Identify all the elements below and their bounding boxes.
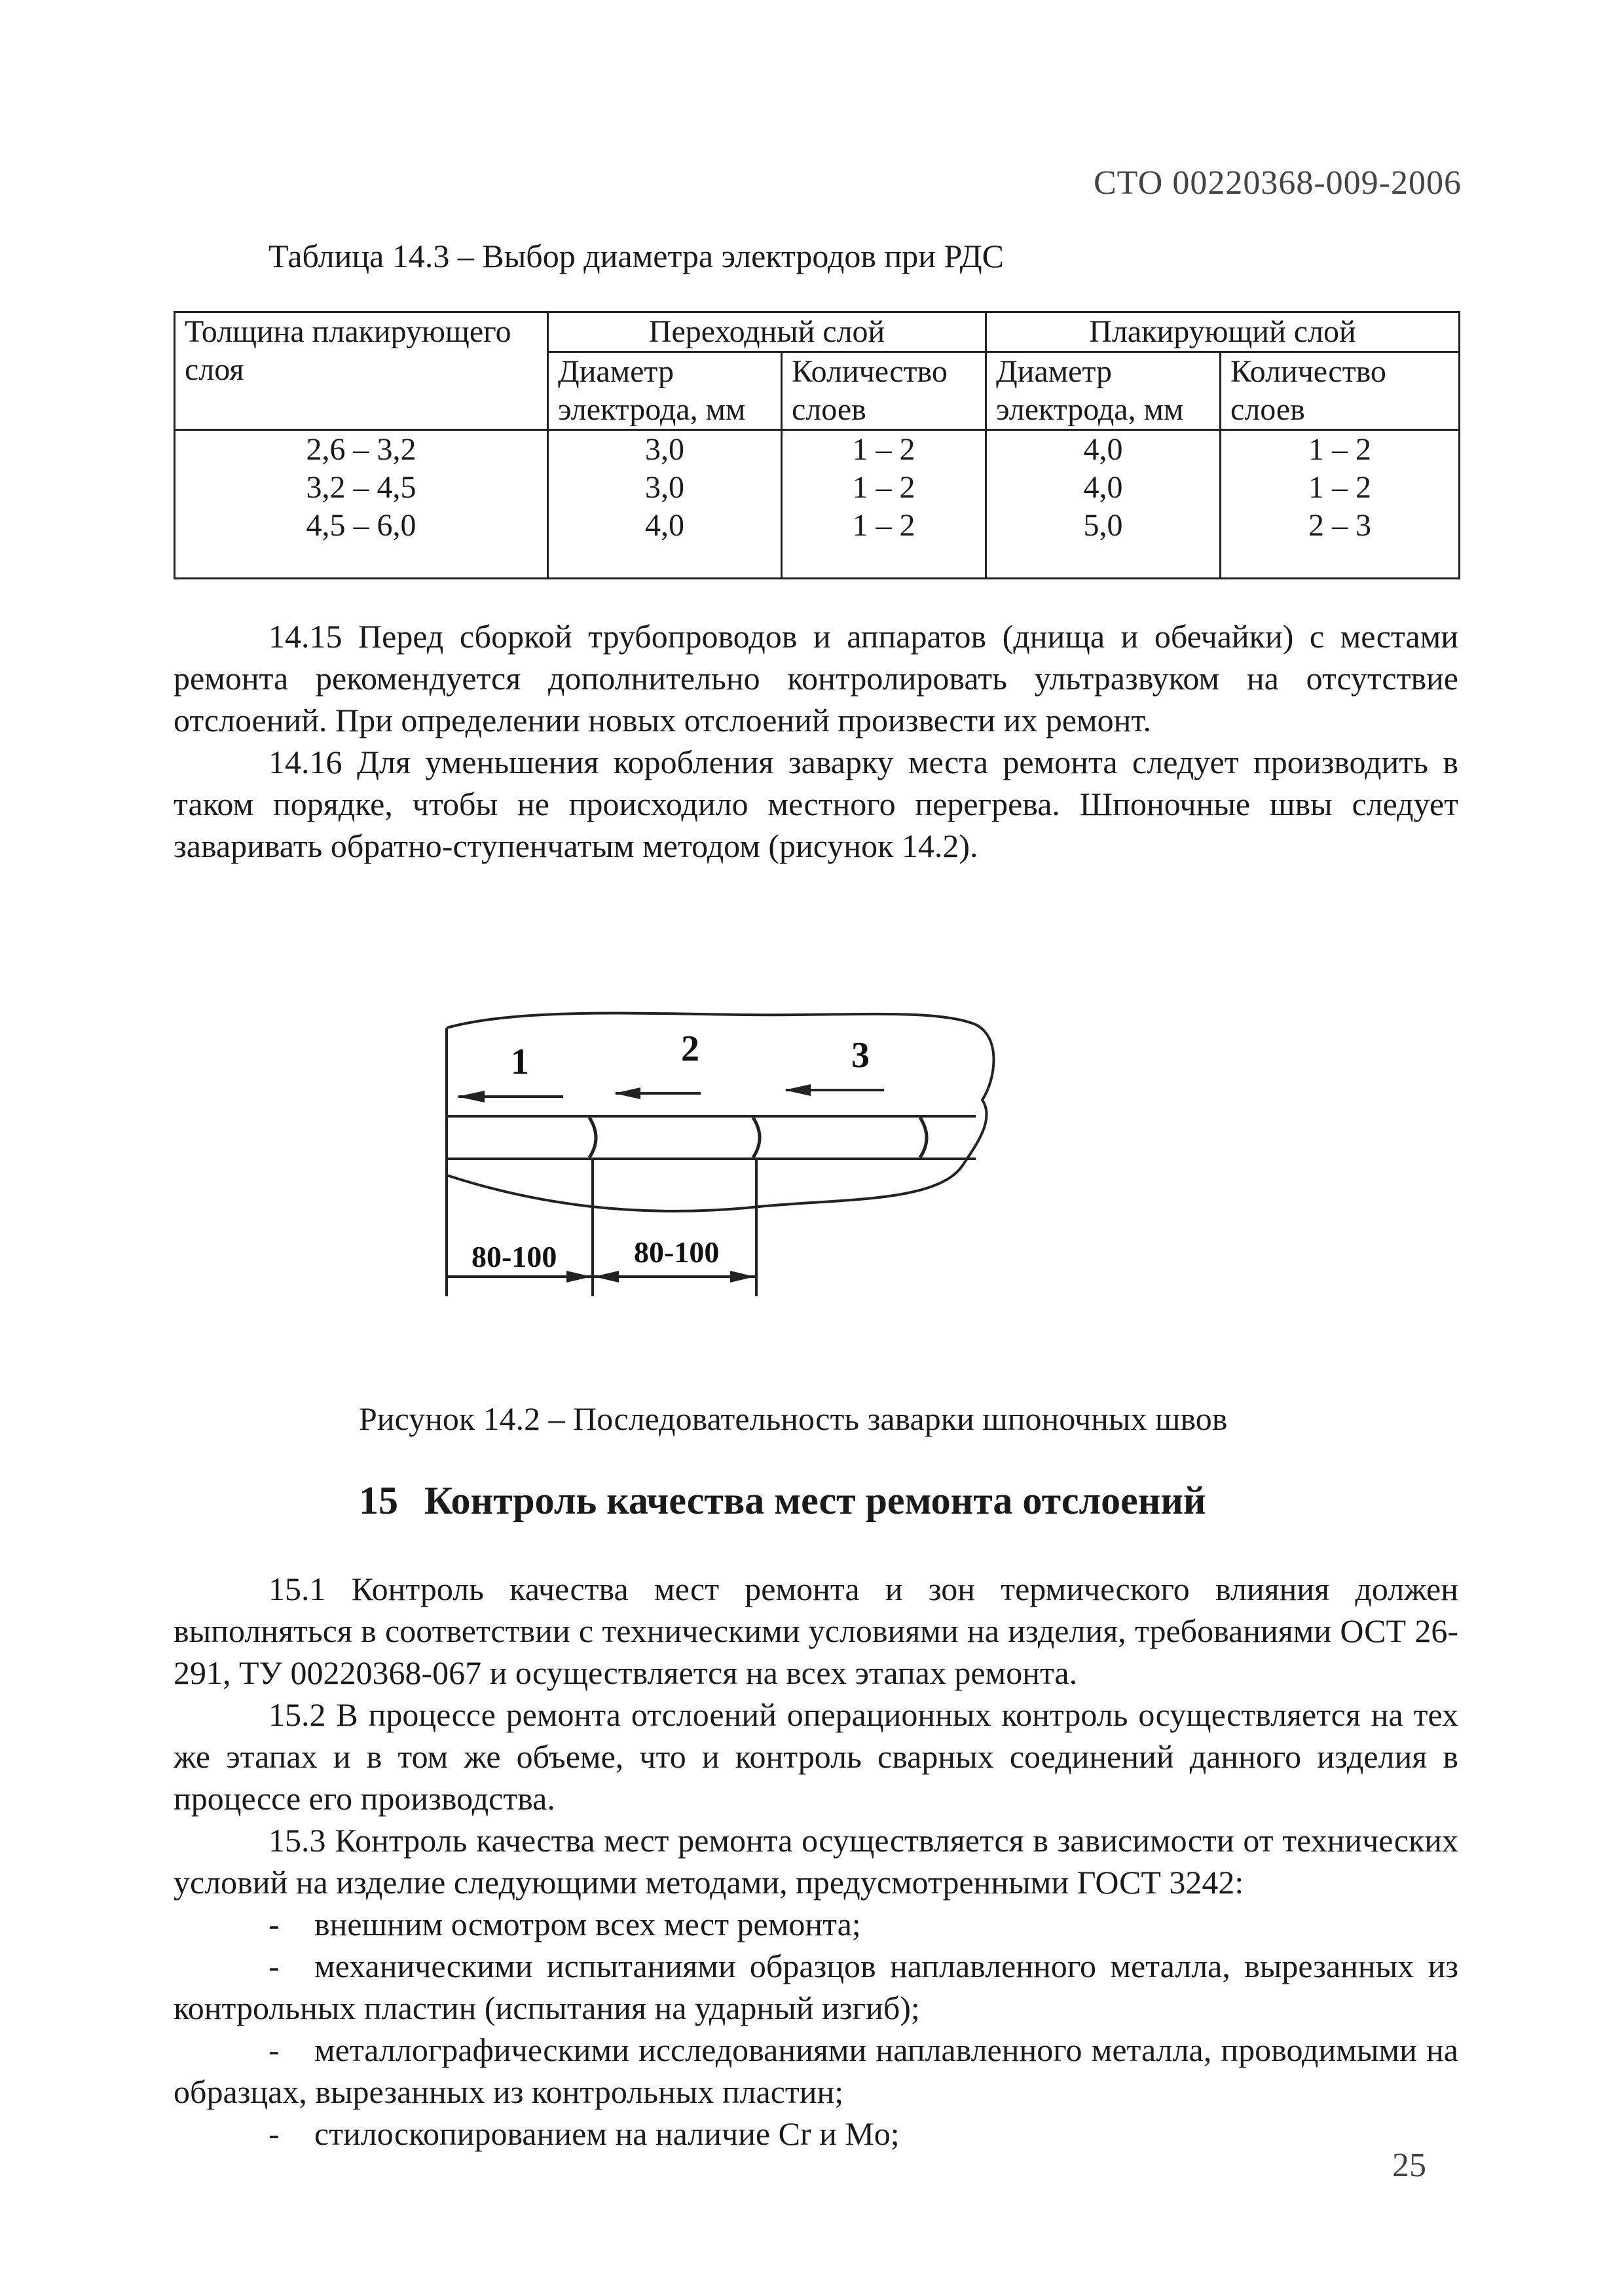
cell-transition-diameter: 3,0 [645, 470, 684, 505]
cell-cladding-layers: 1 – 2 [1308, 470, 1372, 505]
cell-transition-layers: 1 – 2 [852, 470, 915, 505]
header-cladding-diameter: Диаметр электрода, мм [986, 352, 1221, 430]
document-code: СТО 00220368-009-2006 [1094, 164, 1462, 202]
seam-label-1: 1 [511, 1042, 529, 1082]
list-item [174, 2029, 1458, 2113]
paragraph-15-1: 15.1 Контроль качества мест ремонта и зон термического влияния должен выполняться в соответствии с техническими условиями на изделия, требованиями ОСТ 26-291, ТУ 00220368-067 и осуществляется на всех этапах ремонта. [174, 1571, 1458, 1691]
cell-cladding-layers: 1 – 2 [1308, 432, 1372, 467]
list-item-text: внешним осмотром всех мест ремонта; [314, 1906, 861, 1942]
header-thickness: Толщина плакирующего слоя [175, 312, 548, 430]
paragraphs-15 [174, 1568, 1458, 2155]
section-heading [359, 1478, 1232, 1523]
table-caption: Таблица 14.3 – Выбор диаметра электродов при РДС [268, 238, 1005, 274]
section-title-text: Контроль качества мест ремонта отслоений [424, 1479, 1206, 1522]
list-dash: - [268, 1906, 280, 1942]
paragraph-15-2: 15.2 В процессе ремонта отслоений операционных контроль осуществляется на тех же этапах и в том же объеме, что и контроль сварных соединений данного изделия в процессе его производства. [174, 1696, 1458, 1817]
paragraphs-14 [174, 615, 1458, 867]
header-transition-layer: Переходный слой [548, 312, 986, 352]
figure-caption: Рисунок 14.2 – Последовательность заварки шпоночных швов [359, 1400, 1228, 1437]
list-item [174, 1945, 1458, 2029]
list-item [174, 1903, 1458, 1945]
header-cladding-layer: Плакирующий слой [986, 312, 1460, 352]
list-dash: - [268, 2032, 280, 2068]
cell-transition-diameter: 4,0 [645, 508, 684, 543]
list-item-text: стилоскопированием на наличие Cr и Mo; [314, 2115, 900, 2152]
list-item-text: механическими испытаниями образцов наплавленного металла, вырезанных из контрольных пластин (испытания на ударный изгиб); [174, 1948, 1458, 2026]
cell-cladding-diameter: 4,0 [1083, 470, 1123, 505]
electrode-diameter-table [174, 311, 1460, 579]
list-dash: - [268, 2115, 280, 2152]
list-item-text: металлографическими исследованиями наплавленного металла, проводимыми на образцах, вырезанных из контрольных пластин; [174, 2032, 1458, 2110]
cell-thickness: 4,5 – 6,0 [306, 508, 416, 543]
weld-sequence-figure [439, 989, 1015, 1303]
header-cladding-layers: Количество слоев [1221, 352, 1460, 430]
dimension-label-2: 80-100 [634, 1235, 720, 1269]
table-body-row [175, 430, 1460, 579]
list-item [174, 2113, 1458, 2155]
cell-transition-layers: 1 – 2 [852, 432, 915, 467]
dimension-label-1: 80-100 [471, 1240, 557, 1273]
cell-transition-layers: 1 – 2 [852, 508, 915, 543]
cell-thickness: 3,2 – 4,5 [306, 470, 416, 505]
paragraph-14-16: 14.16 Для уменьшения коробления заварку места ремонта следует производить в таком порядке, чтобы не происходило местного перегрева. Шпоночные швы следует заваривать обратно-ступенчатым методом (рисунок 14.2). [174, 744, 1458, 864]
header-transition-diameter: Диаметр электрода, мм [548, 352, 782, 430]
cell-transition-diameter: 3,0 [645, 432, 684, 467]
cell-cladding-diameter: 4,0 [1083, 432, 1123, 467]
section-number: 15 [359, 1479, 398, 1522]
cell-thickness: 2,6 – 3,2 [306, 432, 416, 467]
paragraph-15-3: 15.3 Контроль качества мест ремонта осуществляется в зависимости от технических условий на изделие следующими методами, предусмотренными ГОСТ 3242: [174, 1822, 1458, 1901]
cell-cladding-diameter: 5,0 [1083, 508, 1123, 543]
paragraph-14-15: 14.15 Перед сборкой трубопроводов и аппаратов (днища и обечайки) с местами ремонта рекомендуется дополнительно контролировать ультразвуком на отсутствие отслоений. При определении новых отслоений произвести их ремонт. [174, 618, 1458, 738]
header-transition-layers: Количество слоев [782, 352, 986, 430]
seam-label-2: 2 [681, 1029, 699, 1069]
page-number: 25 [1392, 2147, 1426, 2184]
cell-cladding-layers: 2 – 3 [1308, 508, 1372, 543]
list-dash: - [268, 1948, 280, 1984]
seam-label-3: 3 [851, 1035, 870, 1076]
